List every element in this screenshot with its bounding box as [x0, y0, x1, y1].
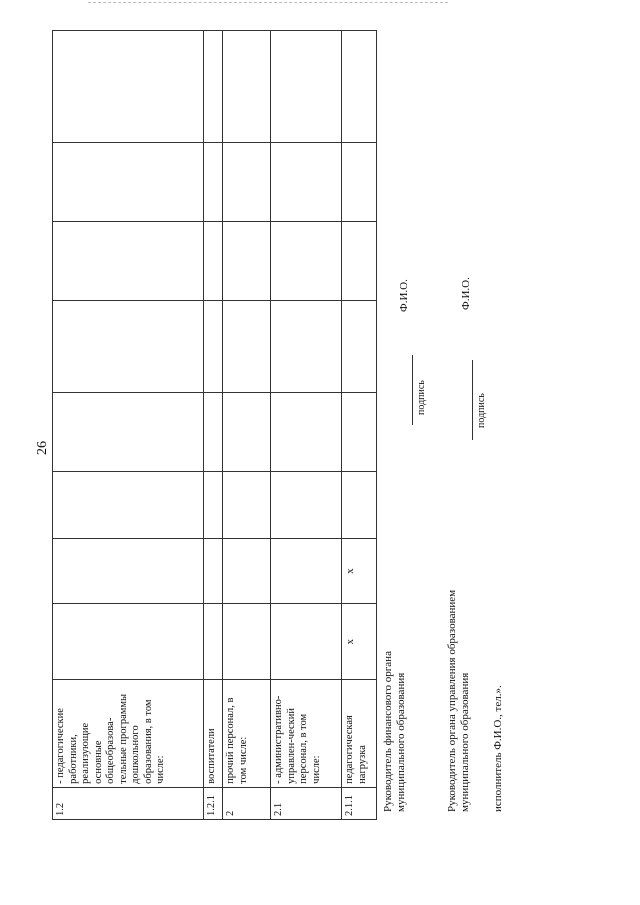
row-name: - педагогические работники, реализующие основные общеобразова-тельные программы дошкольного образования, в том числе:: [53, 680, 204, 787]
table-cell: [342, 472, 377, 539]
staff-table: [52, 30, 377, 820]
table-cell: x: [342, 539, 377, 604]
table-cell: [271, 301, 342, 393]
table-cell: [271, 604, 342, 680]
row-number: 1.2: [53, 787, 204, 819]
top-scan-edge: [88, 2, 448, 4]
edu-head-line2: муниципального образования: [459, 672, 471, 812]
table-cell: [204, 301, 223, 393]
page-number: 26: [35, 441, 50, 455]
table-cell: [204, 604, 223, 680]
finance-fio: Ф.И.О.: [398, 279, 410, 312]
table-cell: [53, 472, 204, 539]
table-cell: [342, 393, 377, 472]
table-cell: [53, 539, 204, 604]
edu-signature-hint: подпись: [476, 393, 487, 428]
row-name: прочий персонал, в том числе:: [223, 680, 271, 787]
edu-head-title: [446, 590, 472, 812]
edu-fio: Ф.И.О.: [460, 277, 472, 310]
table-cell: [53, 301, 204, 393]
table-cell: [342, 301, 377, 393]
row-name: педагогическая нагрузка: [342, 680, 377, 787]
table-cell: [342, 143, 377, 222]
table-cell: [223, 143, 271, 222]
table-cell: [53, 393, 204, 472]
table-cell: x: [342, 604, 377, 680]
row-number: 2: [223, 787, 271, 819]
table-cell: [53, 31, 204, 143]
table-cell: [271, 222, 342, 301]
row-number: 2.1.1: [342, 787, 377, 819]
table-cell: [223, 31, 271, 143]
table-cell: [342, 222, 377, 301]
row-name: воспитатели: [204, 680, 223, 787]
table-row: [204, 31, 223, 820]
row-name: - административно-управлен-ческий персонал, в том числе:: [271, 680, 342, 787]
table-cell: [271, 143, 342, 222]
table-cell: [53, 222, 204, 301]
rotated-page-content: [52, 30, 504, 820]
table-cell: [53, 143, 204, 222]
table-cell: [204, 143, 223, 222]
table-cell: [223, 222, 271, 301]
table-cell: [204, 472, 223, 539]
table-row: [53, 31, 204, 820]
table-cell: [342, 31, 377, 143]
table-cell: [271, 393, 342, 472]
row-number: 2.1: [271, 787, 342, 819]
finance-head-line2: муниципального образования: [395, 672, 407, 812]
table-cell: [223, 393, 271, 472]
table-cell: [223, 604, 271, 680]
table-cell: [204, 222, 223, 301]
executor-line: исполнитель Ф.И.О., тел.».: [492, 685, 504, 812]
table-cell: [53, 604, 204, 680]
row-number: 1.2.1: [204, 787, 223, 819]
table-cell: [223, 301, 271, 393]
table-cell: [223, 539, 271, 604]
table-cell: [223, 472, 271, 539]
finance-head-title: [382, 651, 408, 812]
edu-signature-line: [472, 360, 473, 440]
table-cell: [204, 393, 223, 472]
table-cell: [204, 31, 223, 143]
finance-signature-hint: подпись: [416, 380, 427, 415]
edu-head-line1: Руководитель органа управления образованием: [446, 589, 458, 812]
finance-head-line1: Руководитель финансового органа: [382, 651, 394, 812]
table-cell: [204, 539, 223, 604]
table-cell: [271, 31, 342, 143]
table-cell: [271, 472, 342, 539]
finance-signature-line: [412, 355, 413, 425]
table-cell: [271, 539, 342, 604]
table-row: [271, 31, 342, 820]
table-row: [342, 31, 377, 820]
table-row: [223, 31, 271, 820]
